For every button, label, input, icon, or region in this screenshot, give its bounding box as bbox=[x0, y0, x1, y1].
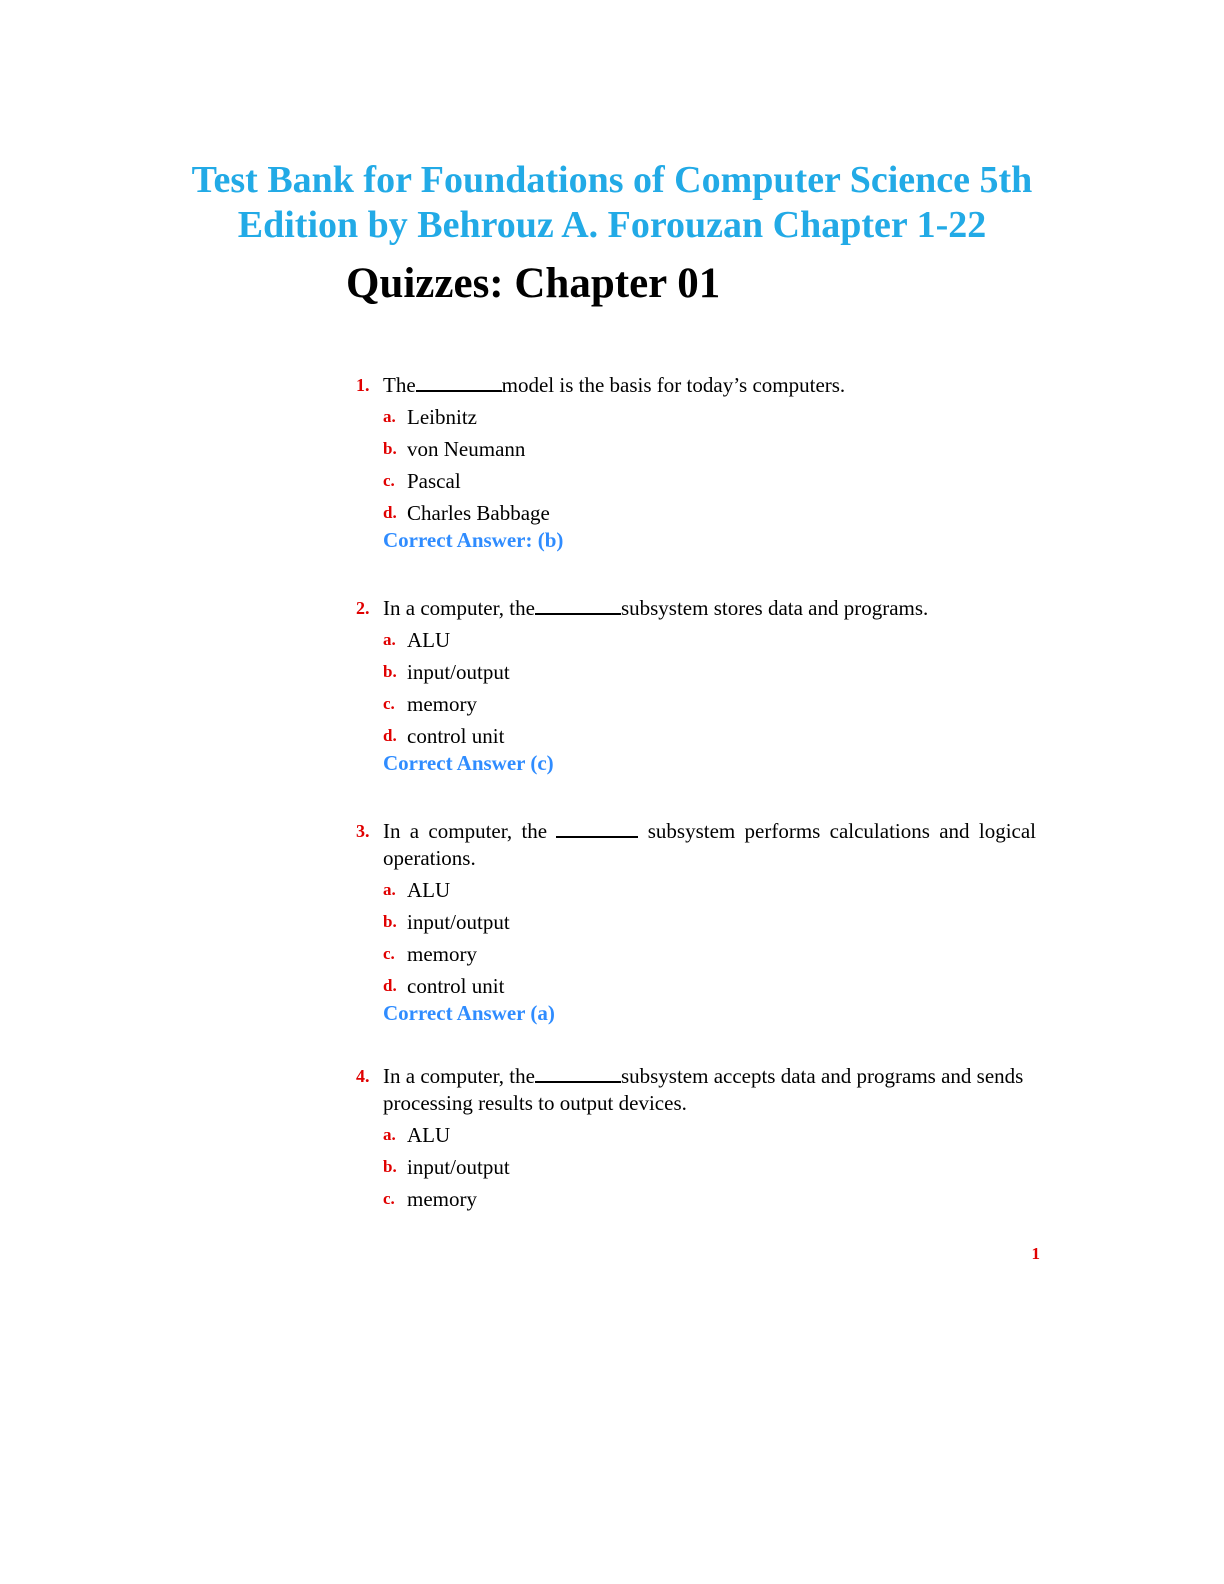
option-b bbox=[356, 1153, 1036, 1181]
question-stem bbox=[356, 1063, 1036, 1117]
option-letter: a. bbox=[383, 1125, 396, 1144]
option-letter: c. bbox=[383, 944, 395, 963]
question-number: 2. bbox=[356, 598, 370, 618]
option-list bbox=[356, 626, 1036, 750]
chapter-heading: Quizzes: Chapter 01 bbox=[346, 260, 721, 307]
question-number: 4. bbox=[356, 1066, 370, 1086]
option-c bbox=[356, 690, 1036, 718]
option-text: input/output bbox=[407, 910, 510, 934]
option-a bbox=[356, 1121, 1036, 1149]
question-text-start: The bbox=[383, 373, 416, 397]
option-text: memory bbox=[407, 692, 477, 716]
option-letter: b. bbox=[383, 662, 397, 681]
option-d bbox=[356, 499, 1036, 527]
option-text: memory bbox=[407, 942, 477, 966]
option-text: ALU bbox=[407, 1123, 451, 1147]
option-letter: a. bbox=[383, 880, 396, 899]
question-text-start: In a computer, the bbox=[383, 819, 548, 843]
answer-blank bbox=[556, 820, 638, 838]
correct-answer: Correct Answer (a) bbox=[383, 1001, 555, 1025]
question-stem bbox=[356, 818, 1036, 872]
option-text: control unit bbox=[407, 724, 505, 748]
question-text-start: In a computer, the bbox=[383, 1064, 535, 1088]
option-text: ALU bbox=[407, 878, 451, 902]
option-text: control unit bbox=[407, 974, 505, 998]
option-letter: d. bbox=[383, 726, 397, 745]
answer-blank bbox=[416, 374, 502, 392]
question-number: 3. bbox=[356, 821, 370, 841]
question-text-end: model is the basis for today’s computers. bbox=[501, 373, 846, 397]
option-a bbox=[356, 403, 1036, 431]
option-text: von Neumann bbox=[407, 437, 526, 461]
option-b bbox=[356, 908, 1036, 936]
option-b bbox=[356, 435, 1036, 463]
question-text-end: subsystem performs calculations and logical operations. bbox=[383, 819, 1037, 870]
option-text: Pascal bbox=[407, 469, 461, 493]
option-b bbox=[356, 658, 1036, 686]
question-number: 1. bbox=[356, 375, 370, 395]
option-text: Charles Babbage bbox=[407, 501, 550, 525]
option-letter: c. bbox=[383, 1189, 395, 1208]
question-text-end: subsystem stores data and programs. bbox=[620, 596, 929, 620]
answer-blank bbox=[535, 1065, 621, 1083]
question-4 bbox=[356, 1063, 1036, 1213]
option-letter: d. bbox=[383, 976, 397, 995]
option-letter: a. bbox=[383, 407, 396, 426]
question-2 bbox=[356, 595, 1036, 776]
document-title bbox=[0, 158, 1224, 248]
question-stem bbox=[356, 595, 1036, 622]
option-text: input/output bbox=[407, 660, 510, 684]
option-letter: b. bbox=[383, 912, 397, 931]
option-d bbox=[356, 972, 1036, 1000]
question-text-end: subsystem accepts data and programs and sends processing results to output devices. bbox=[383, 1064, 1024, 1115]
option-c bbox=[356, 467, 1036, 495]
question-3 bbox=[356, 818, 1036, 1026]
option-letter: c. bbox=[383, 694, 395, 713]
option-letter: b. bbox=[383, 439, 397, 458]
option-list bbox=[356, 1121, 1036, 1213]
answer-blank bbox=[535, 597, 621, 615]
option-d bbox=[356, 722, 1036, 750]
page-number: 1 bbox=[1031, 1244, 1040, 1263]
document-title-line-1: Test Bank for Foundations of Computer Science 5th bbox=[191, 159, 1033, 201]
correct-answer: Correct Answer (c) bbox=[383, 751, 554, 775]
option-a bbox=[356, 626, 1036, 654]
option-letter: b. bbox=[383, 1157, 397, 1176]
question-stem bbox=[356, 372, 1036, 399]
question-text-start: In a computer, the bbox=[383, 596, 535, 620]
option-text: ALU bbox=[407, 628, 451, 652]
option-list bbox=[356, 403, 1036, 527]
option-text: Leibnitz bbox=[407, 405, 477, 429]
option-letter: c. bbox=[383, 471, 395, 490]
option-letter: a. bbox=[383, 630, 396, 649]
document-title-line-2: Edition by Behrouz A. Forouzan Chapter 1-22 bbox=[237, 204, 987, 246]
option-letter: d. bbox=[383, 503, 397, 522]
question-1 bbox=[356, 372, 1036, 553]
option-a bbox=[356, 876, 1036, 904]
option-c bbox=[356, 1185, 1036, 1213]
correct-answer: Correct Answer: (b) bbox=[383, 528, 564, 552]
option-text: memory bbox=[407, 1187, 477, 1211]
option-c bbox=[356, 940, 1036, 968]
option-list bbox=[356, 876, 1036, 1000]
option-text: input/output bbox=[407, 1155, 510, 1179]
